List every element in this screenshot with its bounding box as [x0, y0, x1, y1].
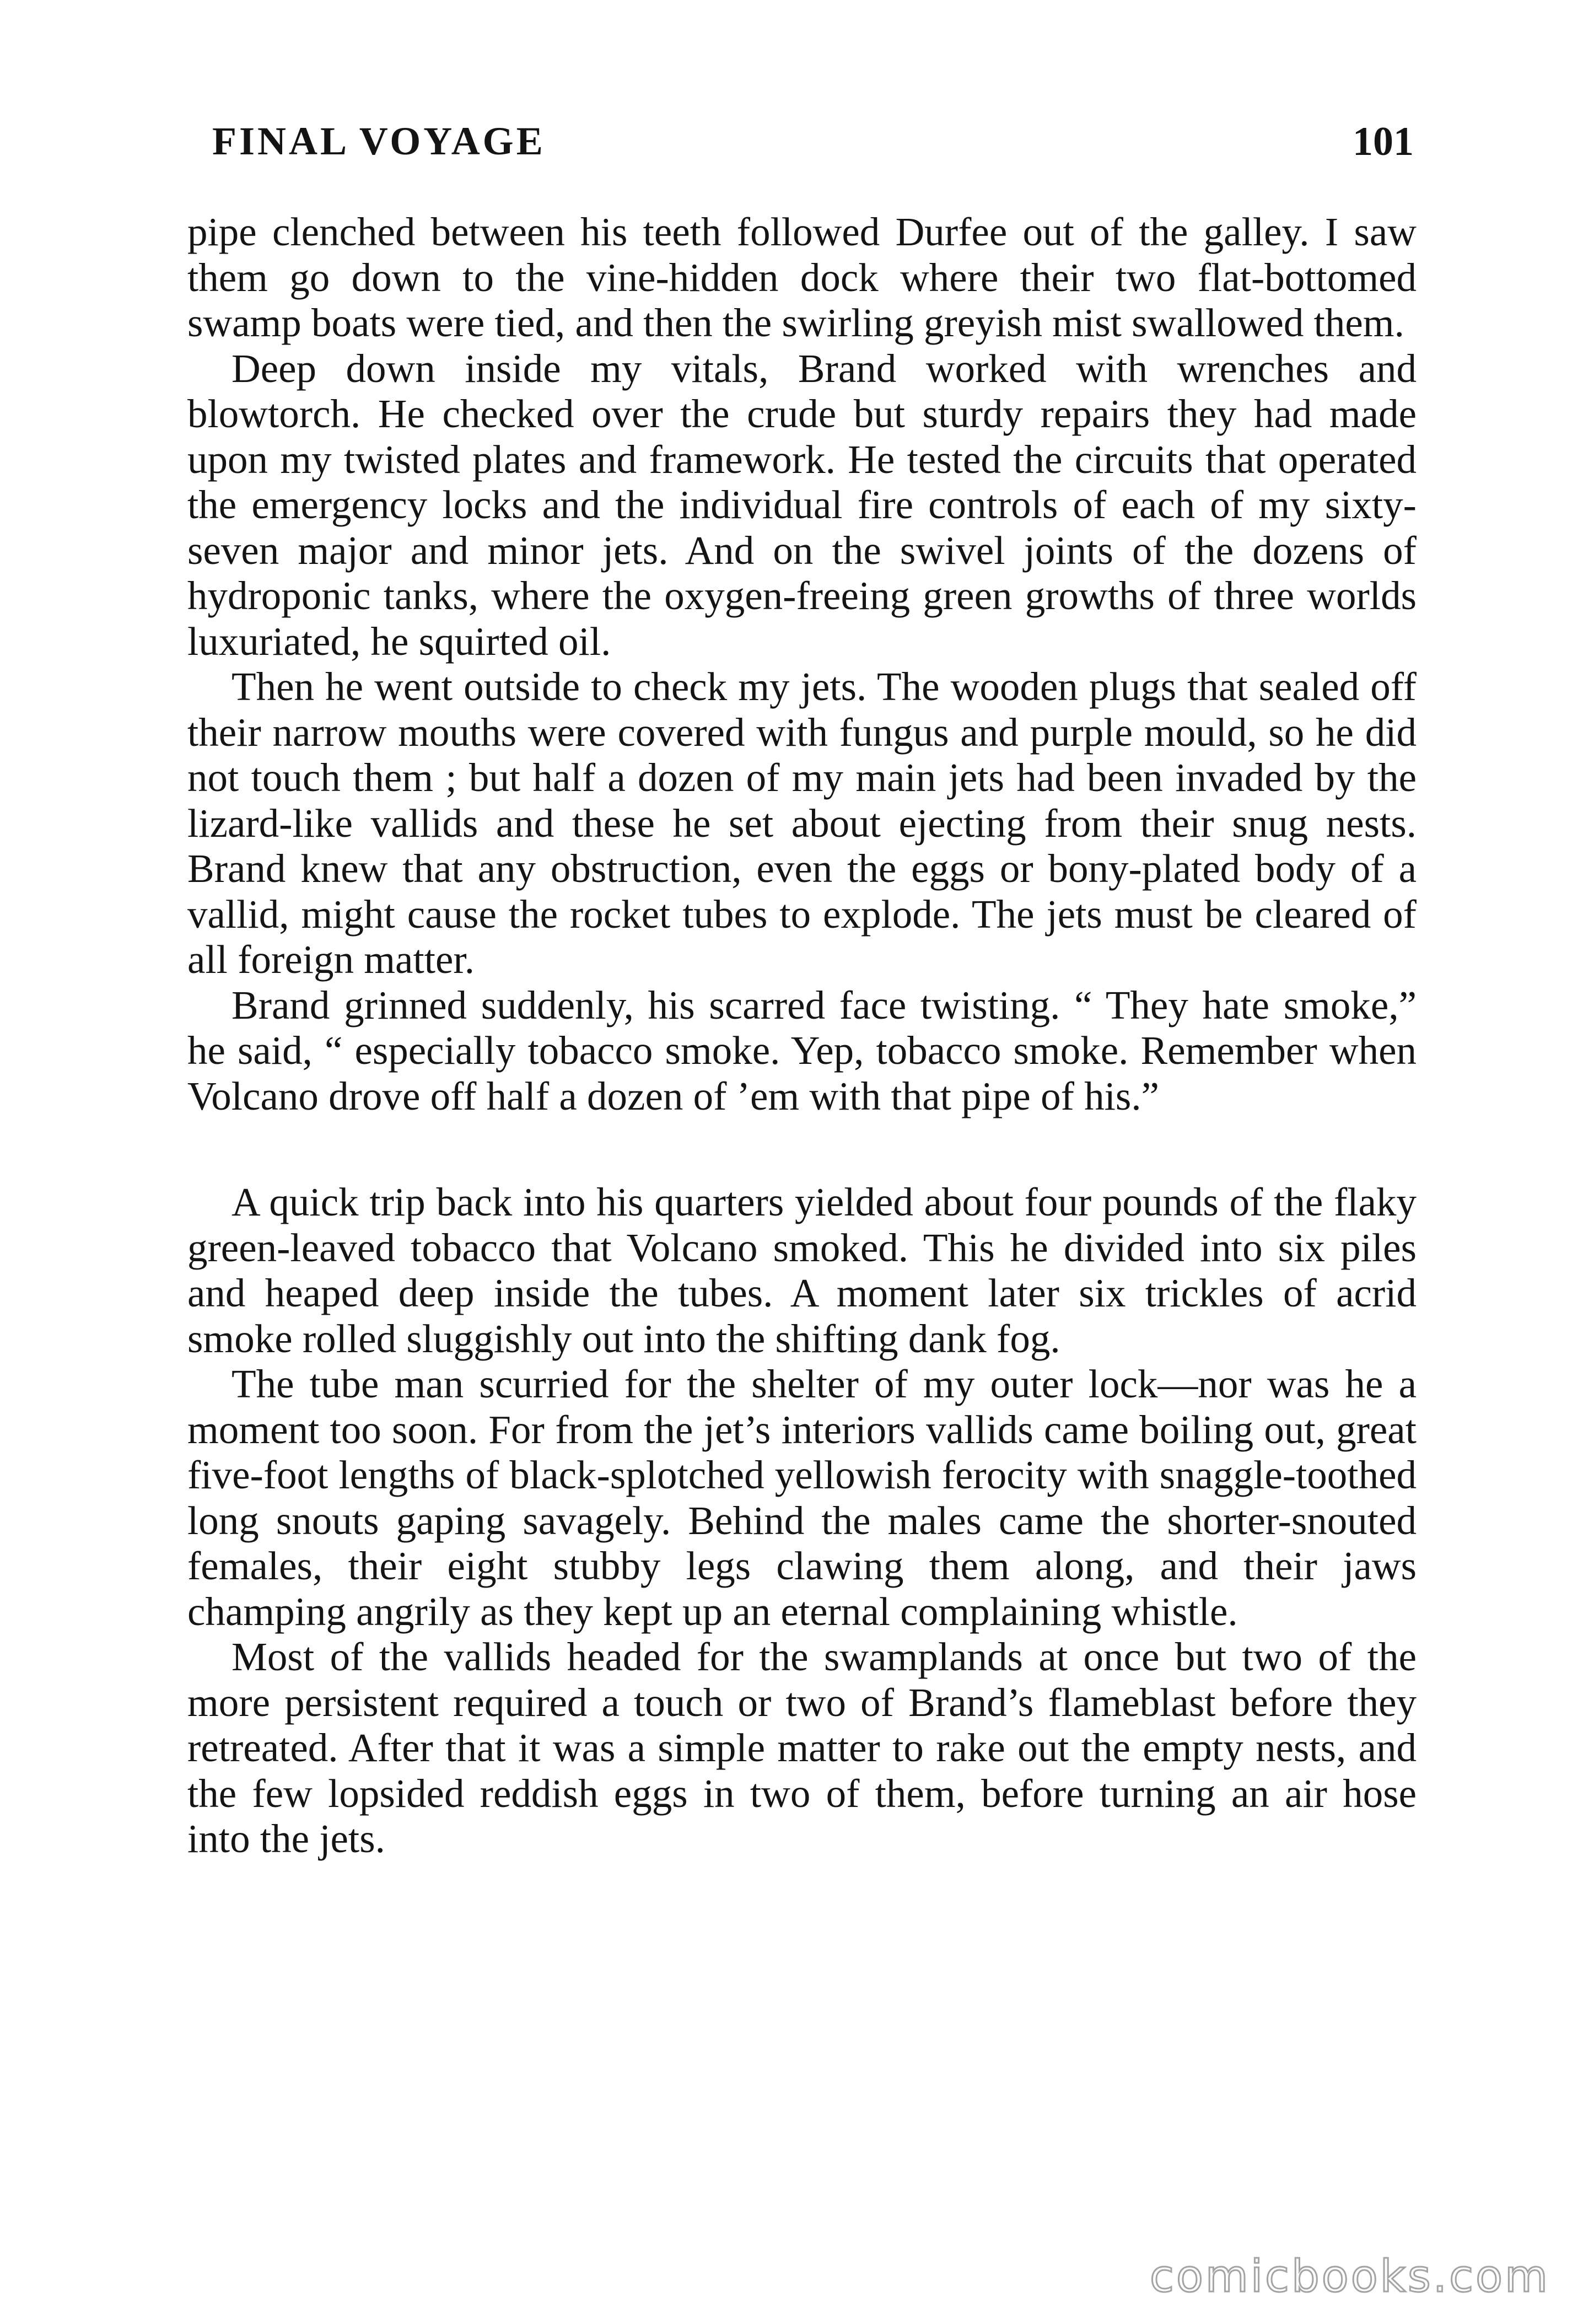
body-text [187, 209, 1417, 1862]
paragraph: A quick trip back into his quarters yielded about four pounds of the flaky green-leaved tobacco that Volcano smoked. This he divided into six piles and heaped deep inside the tubes. A moment later six trickles of acrid smoke rolled sluggishly out into the shifting dank fog. [187, 1180, 1417, 1361]
paragraph: pipe clenched between his teeth followed Durfee out of the galley. I saw them go down to the vine-hidden dock where their two flat-bottomed swamp boats were tied, and then the swirling greyish mist swallowed them. [187, 209, 1417, 345]
paragraph: Brand grinned suddenly, his scarred face twisting. “ They hate smoke,” he said, “ especially tobacco smoke. Yep, tobacco smoke. Remember when Volcano drove off half a dozen of ’em with that pipe of his.” [187, 982, 1417, 1118]
running-head [212, 119, 1414, 179]
paragraph: Then he went outside to check my jets. The wooden plugs that sealed off their narrow mouths were covered with fungus and purple mould, so he did not touch them ; but half a dozen of my main jets had been invaded by the lizard-like vallids and these he set about ejecting from their snug nests. Brand knew that any obstruction, even the eggs or bony-plated body of a vallid, might cause the rocket tubes to explode. The jets must be cleared of all foreign matter. [187, 664, 1417, 982]
paragraph: Most of the vallids headed for the swamplands at once but two of the more persistent required a touch or two of Brand’s flameblast before they retreated. After that it was a simple matter to rake out the empty nests, and the few lopsided reddish eggs in two of them, before turning an air hose into the jets. [187, 1634, 1417, 1861]
paragraph: Deep down inside my vitals, Brand worked with wrenches and blowtorch. He checked over the crude but sturdy repairs they had made upon my twisted plates and framework. He tested the circuits that operated the emergency locks and the individual fire controls of each of my sixty-seven major and minor jets. And on the swivel joints of the dozens of hydroponic tanks, where the oxygen-freeing green growths of three worlds luxuriated, he squirted oil. [187, 346, 1417, 664]
running-title: FINAL VOYAGE [212, 119, 546, 163]
paragraph: The tube man scurried for the shelter of my outer lock—nor was he a moment too soon. For from the jet’s interiors vallids came boiling out, great five-foot lengths of black-splotched yellowish ferocity with snaggle-toothed long snouts gaping savagely. Behind the males came the shorter-snouted females, their eight stubby legs clawing them along, and their jaws champing angrily as they kept up an eternal complaining whistle. [187, 1362, 1417, 1634]
page-number: 101 [1353, 119, 1414, 164]
watermark: comicbooks.com [1149, 2251, 1550, 2302]
